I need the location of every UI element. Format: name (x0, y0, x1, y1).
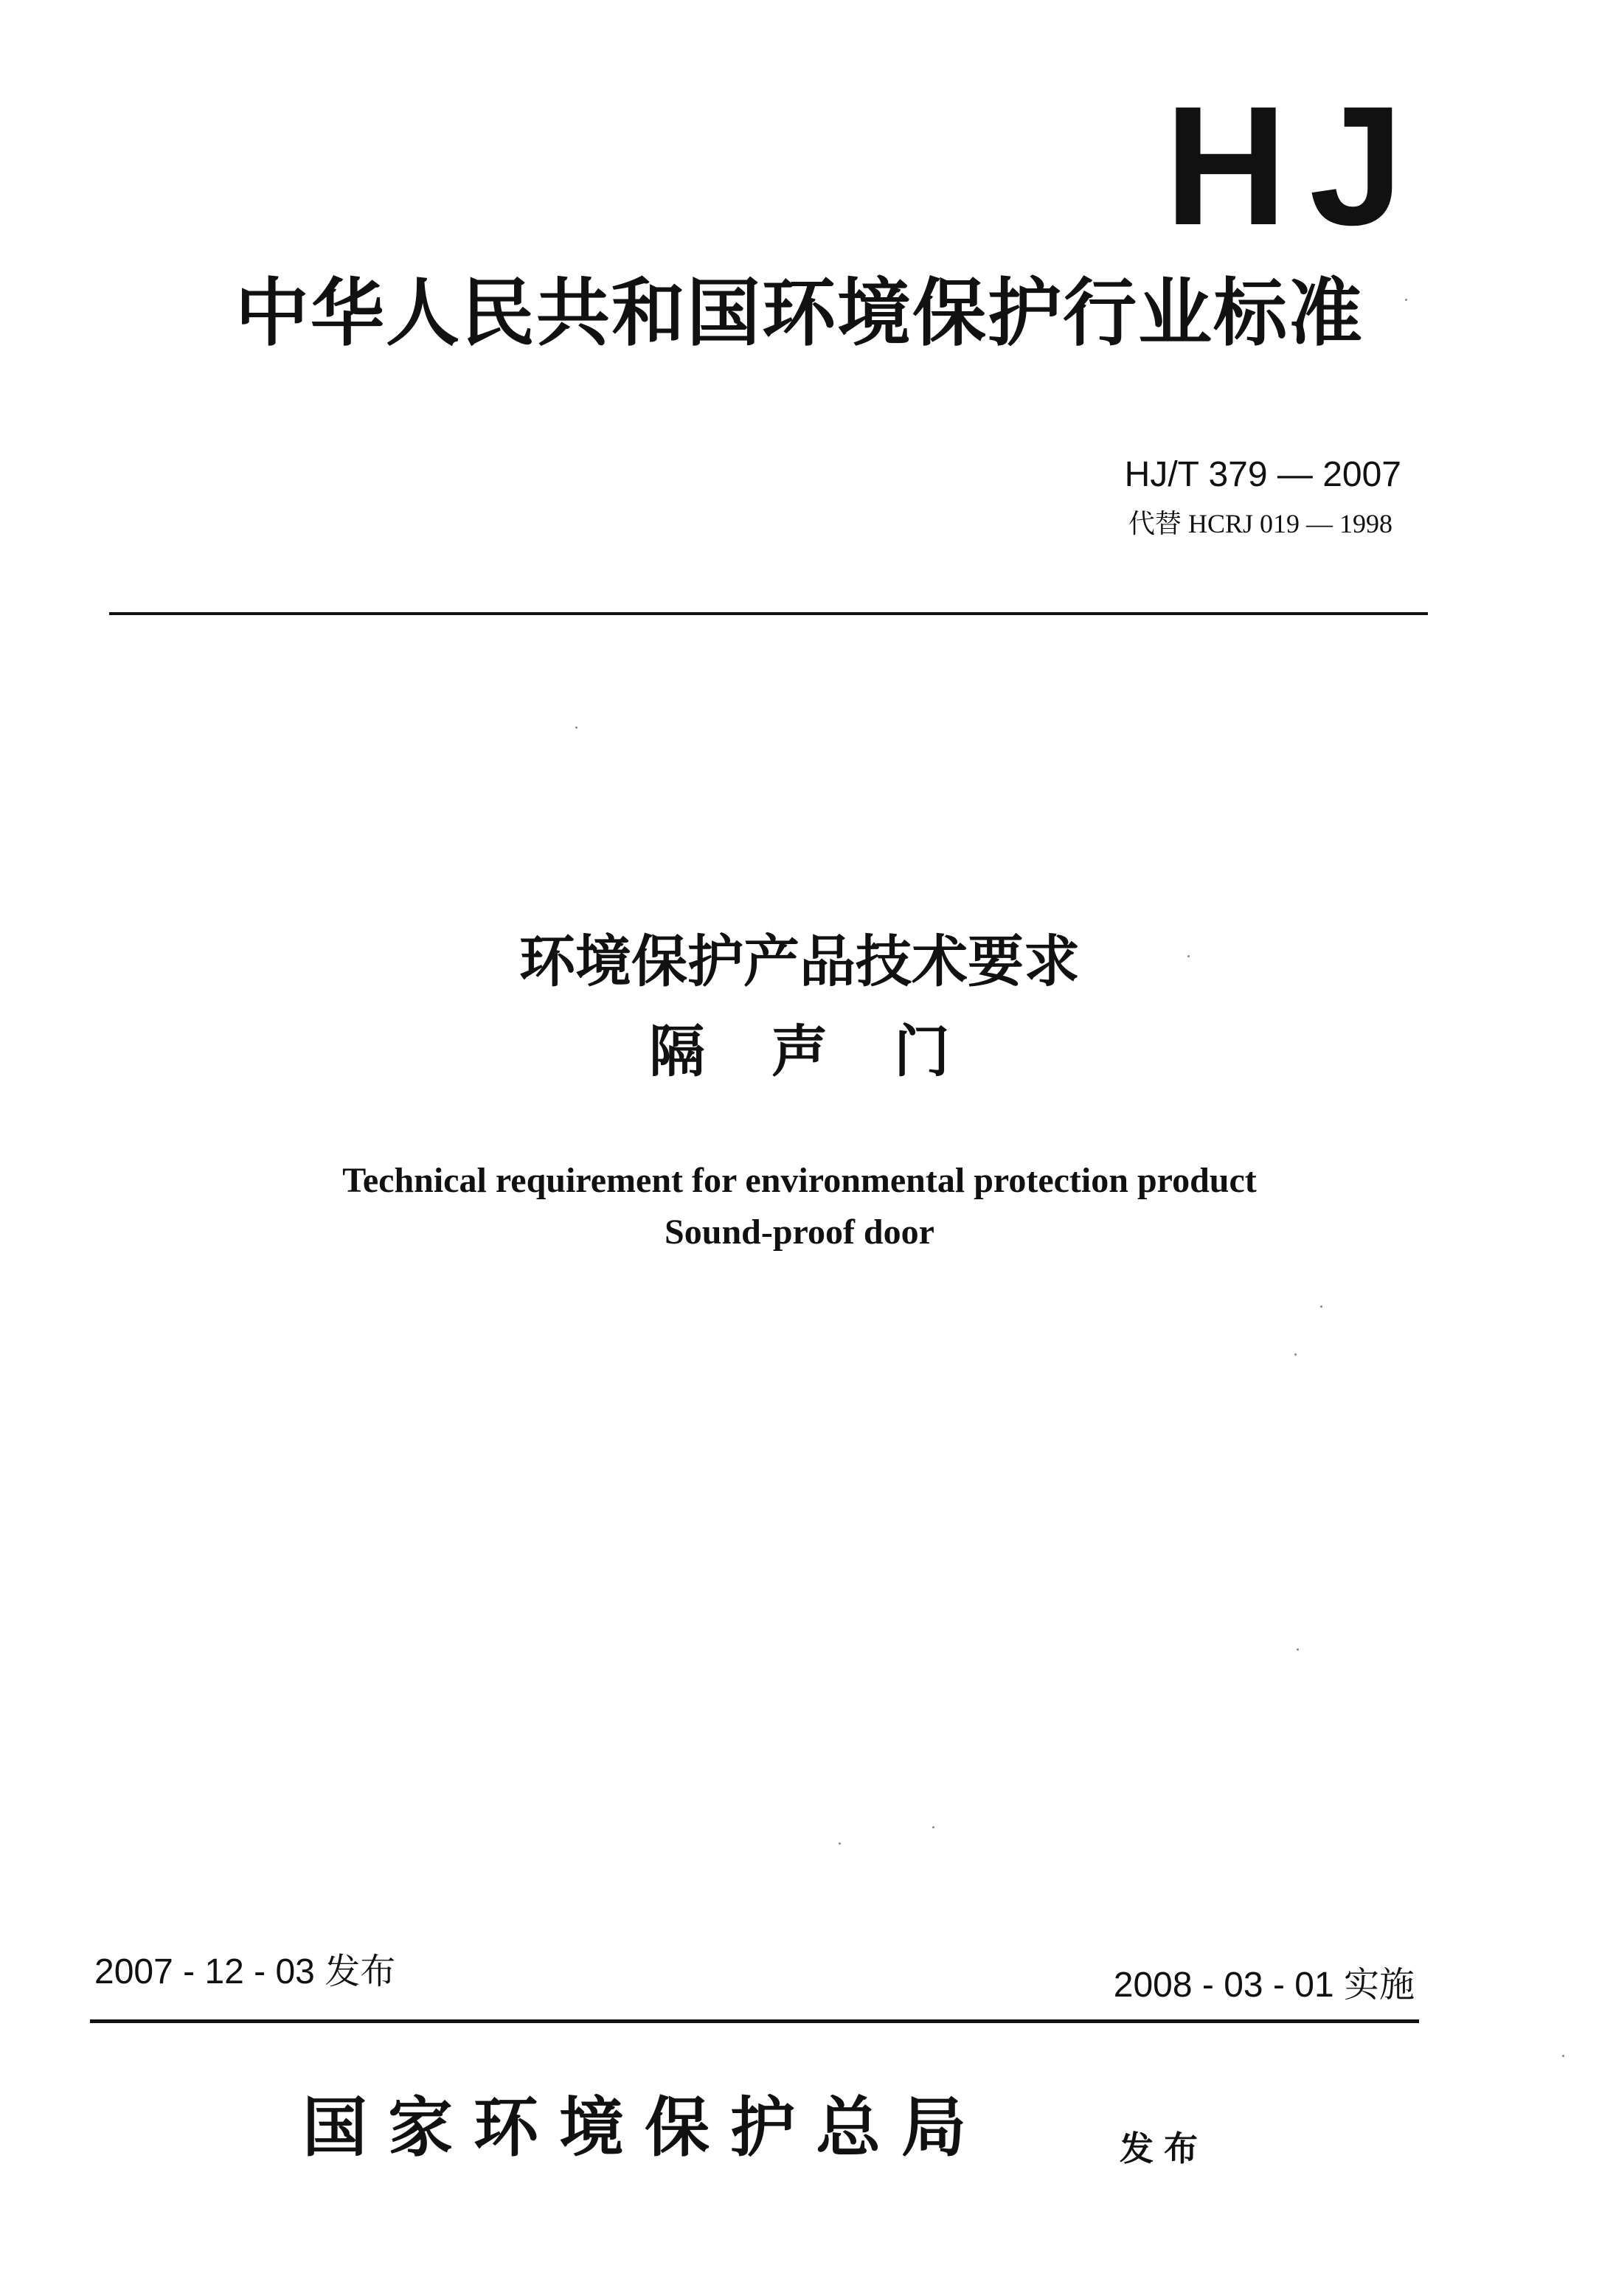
replaces-note: 代替 HCRJ 019 — 1998 (1128, 509, 1392, 538)
scan-speck (1294, 1353, 1297, 1356)
scan-speck (1320, 1305, 1322, 1308)
issuing-authority: 国家环境保护总局 (302, 2089, 988, 2165)
issue-label: 发布 (1120, 2129, 1208, 2168)
hj-logo: HJ (1164, 71, 1426, 260)
scan-speck (839, 1842, 841, 1845)
effective-date: 2008 - 03 - 01 实施 (1113, 1966, 1415, 2005)
scan-speck (1297, 1648, 1299, 1651)
scan-speck (1562, 2055, 1564, 2057)
standard-title: 中华人民共和国环境保护行业标准 (235, 270, 1364, 356)
scan-speck (1187, 955, 1190, 957)
english-title-line-1: Technical requirement for environmental protection product (342, 1161, 1257, 1200)
chinese-title-line-2: 隔声门 (649, 1019, 1016, 1084)
scan-speck (575, 726, 577, 729)
issue-date: 2007 - 12 - 03 发布 (94, 1952, 396, 1991)
scan-speck (1405, 299, 1407, 301)
footer-divider (90, 2019, 1419, 2023)
standard-code: HJ/T 379 — 2007 (1124, 455, 1401, 494)
scan-speck (932, 1826, 934, 1828)
header-divider (109, 612, 1428, 615)
english-title-line-2: Sound-proof door (665, 1213, 934, 1252)
chinese-title-line-1: 环境保护产品技术要求 (519, 929, 1080, 994)
